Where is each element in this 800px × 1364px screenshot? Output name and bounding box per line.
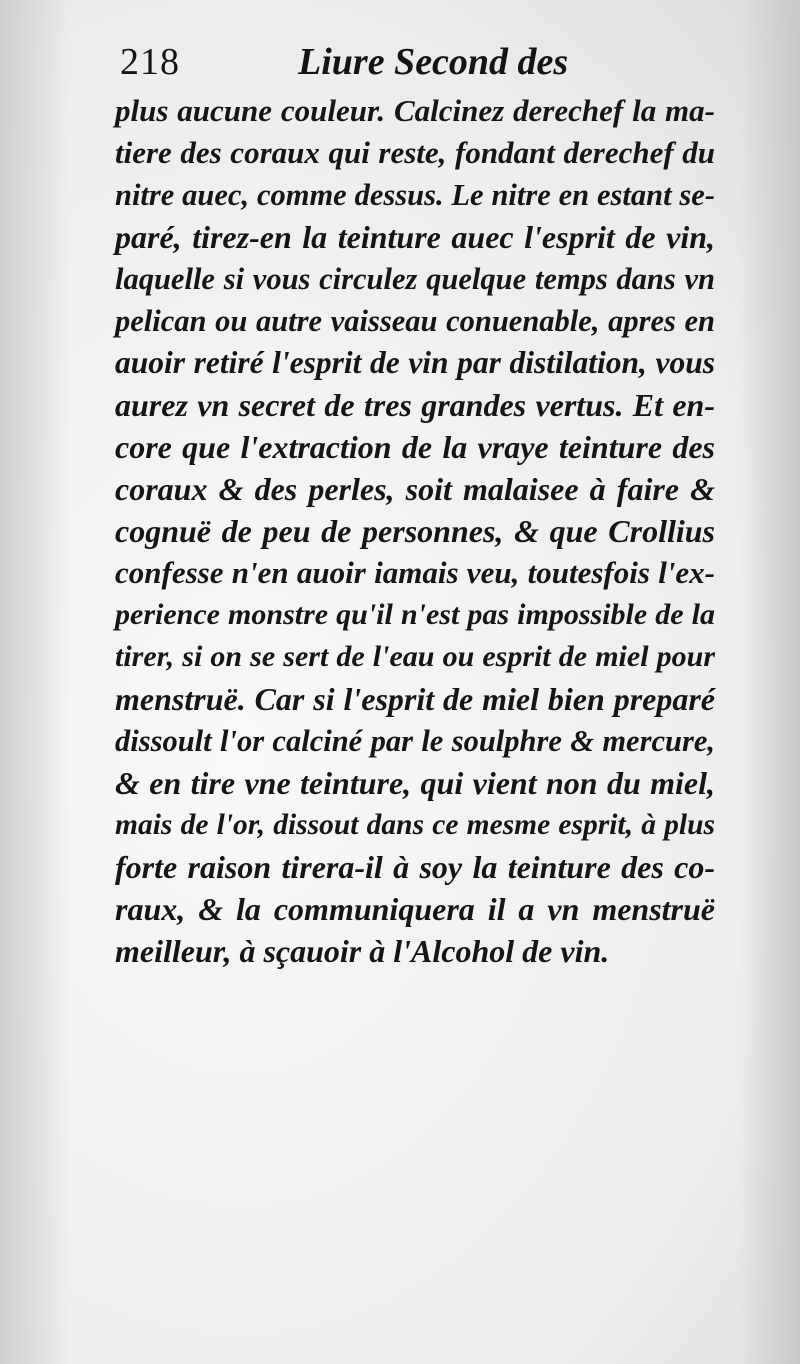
page-edge-shadow-left: [0, 0, 70, 1364]
text-line: confesse n'en auoir iamais veu, toutesfois l'ex-: [115, 555, 715, 590]
text-line: paré, tirez-en la teinture auec l'esprit de vin,: [115, 219, 715, 255]
text-line: coraux & des perles, soit malaisee à faire &: [115, 471, 715, 507]
text-line: raux, & la communiquera il a vn menstruë: [115, 891, 715, 927]
text-line: core que l'extraction de la vraye teinture des: [115, 429, 715, 465]
text-line: pelican ou autre vaisseau conuenable, apres en: [115, 304, 715, 338]
bleed-through-texture: [120, 930, 740, 1344]
text-line: cognuë de peu de personnes, & que Crollius: [115, 513, 715, 549]
text-line: tirer, si on se sert de l'eau ou esprit de miel pour: [115, 640, 715, 673]
body-text: [115, 90, 715, 972]
text-line: nitre auec, comme dessus. Le nitre en estant se-: [115, 178, 715, 212]
text-line: mais de l'or, dissout dans ce mesme esprit, à plus: [115, 809, 715, 841]
text-line: menstruë. Car si l'esprit de miel bien preparé: [115, 681, 715, 717]
text-line: dissoult l'or calciné par le soulphre & mercure,: [115, 724, 715, 758]
text-line: tiere des coraux qui reste, fondant derechef du: [115, 135, 715, 170]
text-line: laquelle si vous circulez quelque temps dans vn: [115, 262, 715, 296]
text-line: plus aucune couleur. Calcinez derechef la ma-: [115, 93, 715, 128]
text-line: perience monstre qu'il n'est pas impossible de la: [115, 598, 715, 631]
text-line: & en tire vne teinture, qui vient non du miel,: [115, 765, 715, 801]
page-number: 218: [120, 41, 180, 83]
page-header: [120, 40, 720, 88]
running-title: Liure Second des: [298, 41, 569, 83]
text-line: aurez vn secret de tres grandes vertus. Et en-: [115, 387, 715, 423]
text-line: forte raison tirera-il à soy la teinture des co-: [115, 849, 715, 885]
text-line: meilleur, à sçauoir à l'Alcohol de vin.: [115, 933, 610, 969]
text-line: auoir retiré l'esprit de vin par distilation, vous: [115, 345, 715, 380]
page-edge-shadow-right: [740, 0, 800, 1364]
